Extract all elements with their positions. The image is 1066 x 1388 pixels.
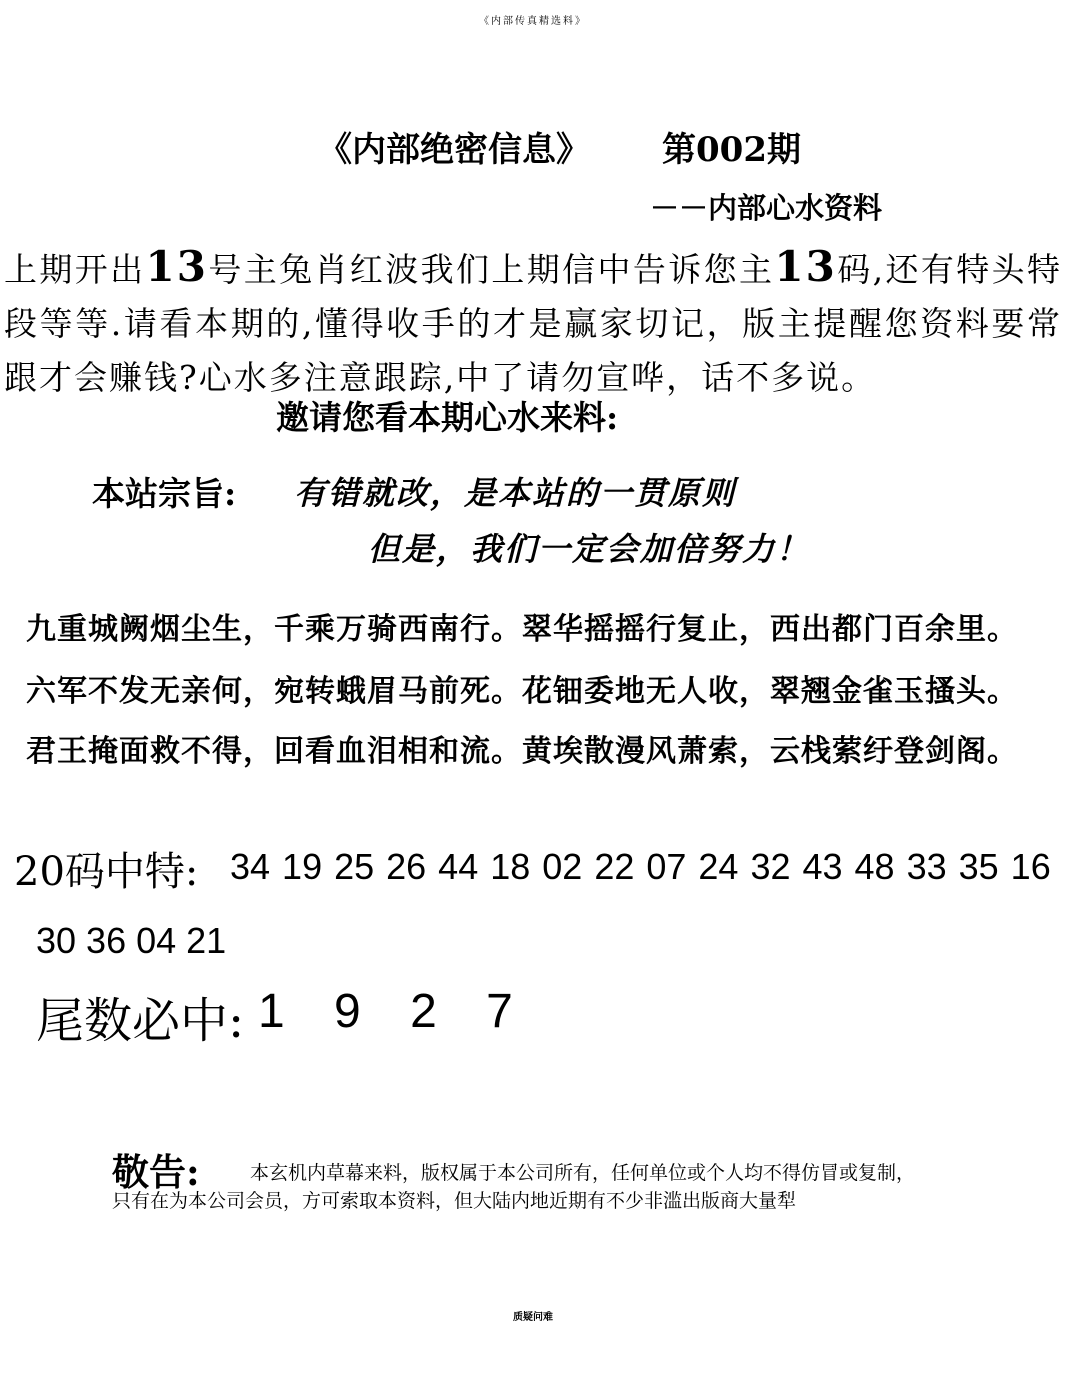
notice-line-2: 只有在为本公司会员，方可索取本资料，但大陆内地近期有不少非滥出版商大量犁 (112, 1190, 797, 1212)
subtitle: 《内部绝密信息》 (318, 130, 590, 170)
motto-line-2: 但是，我们一定会加倍努力！ (368, 530, 811, 568)
poem-line: 九重城阙烟尘生，千乘万骑西南行。翠华摇摇行复止，西出都门百余里。 (26, 612, 1018, 647)
invite-line: 邀请您看本期心水来料: (276, 398, 619, 437)
source-line: －－内部心水资料 (650, 191, 883, 225)
intro-text-3: 码,还有特头特段等等.请看本期的,懂得收手的才是赢家切记，版主提醒您资料要常跟才会赚钱?心水多注意跟踪,中了请勿宣哗，话不多说。 (4, 250, 1062, 397)
motto-label: 本站宗旨: (92, 474, 237, 513)
footer-title: 质疑问难 (513, 1312, 553, 1323)
notice-line-1: 本玄机内草幕来料，版权属于本公司所有，任何单位或个人均不得仿冒或复制， (250, 1162, 916, 1184)
issue-number: 第002期 (662, 130, 801, 170)
tail-label: 尾数必中: (36, 993, 245, 1049)
numbers-label: 20码中特: (14, 849, 199, 895)
motto-line-1: 有错就改，是本站的一贯原则 (294, 474, 737, 512)
intro-text-1: 上期开出 (4, 250, 146, 289)
tail-values: 1 9 2 7 (258, 985, 517, 1038)
poem-line: 六军不发无亲何，宛转蛾眉马前死。花钿委地无人收，翠翘金雀玉搔头。 (26, 674, 1018, 709)
main-title: 《内部传真精选料》 (479, 16, 587, 27)
notice-label: 敬告: (112, 1150, 200, 1194)
poem-line: 君王掩面救不得，回看血泪相和流。黄埃散漫风萧索，云栈萦纡登剑阁。 (26, 734, 1018, 769)
intro-number-2: 13 (774, 242, 837, 291)
intro-paragraph (4, 240, 1062, 405)
intro-text-2: 号主兔肖红波我们上期信中告诉您主 (207, 250, 775, 289)
numbers-line-1: 34 19 25 26 44 18 02 22 07 24 32 43 48 33 35 16 (230, 846, 1051, 887)
numbers-line-2: 30 36 04 21 (36, 920, 227, 961)
intro-number-1: 13 (145, 242, 208, 291)
